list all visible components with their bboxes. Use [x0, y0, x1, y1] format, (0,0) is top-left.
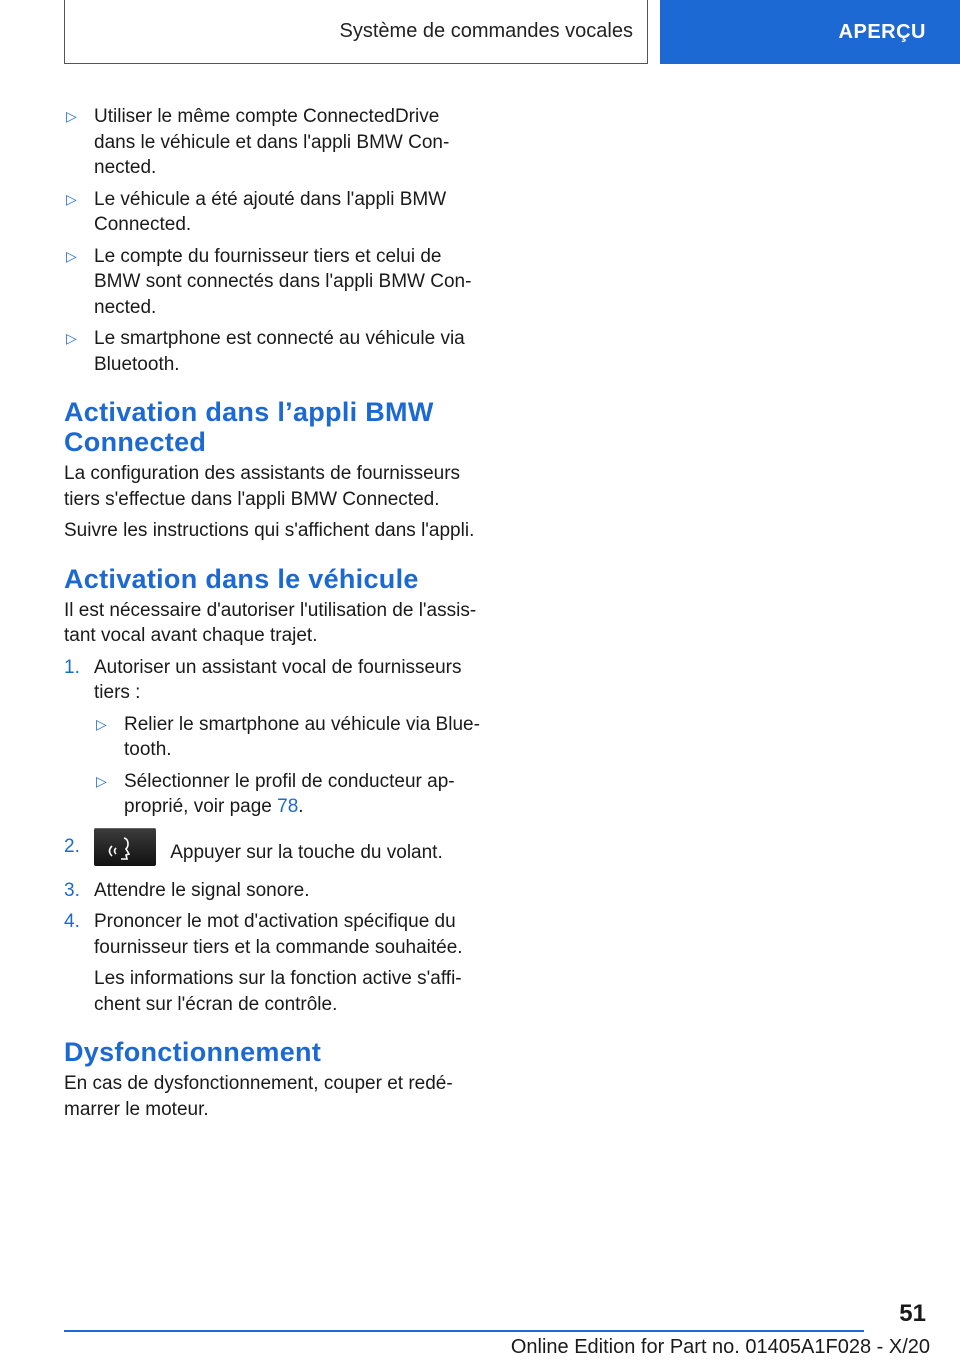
heading-activation-app: Activation dans l’appli BMW Connected: [64, 397, 434, 457]
step-1: 1. Autoriser un assistant vocal de fournisseurs tiers : ▷ Relier le smartphone au véhicule via Blue-tooth. ▷ Sélectionner le profil de conducteur ap-proprié, voir page 78.: [64, 655, 480, 820]
paragraph: En cas de dysfonctionnement, couper et redé-marrer le moteur.: [64, 1073, 453, 1120]
page-number: 51: [899, 1300, 926, 1327]
voice-button-icon: [94, 828, 156, 866]
triangle-bullet-icon: ▷: [66, 330, 77, 346]
step-2: 2. Appuyer sur la touche du volant.: [64, 834, 480, 872]
triangle-bullet-icon: ▷: [96, 772, 107, 789]
main-column: [64, 104, 480, 1128]
list-item: ▷ Utiliser le même compte ConnectedDrive dans le véhicule et dans l'appli BMW Con-nected.: [66, 106, 450, 178]
paragraph: Il est nécessaire d'autoriser l'utilisation de l'assis-tant vocal avant chaque trajet.: [64, 599, 477, 646]
page-reference-link[interactable]: 78: [277, 796, 299, 817]
triangle-bullet-icon: ▷: [66, 190, 77, 207]
step-note: Les informations sur la fonction active s'affi-chent sur l'écran de contrôle.: [94, 968, 462, 1015]
triangle-bullet-icon: ▷: [66, 247, 77, 264]
list-item: ▷ Sélectionner le profil de conducteur ap-proprié, voir page 78.: [96, 770, 455, 817]
paragraph: Suivre les instructions qui s'affichent dans l'appli.: [64, 520, 475, 541]
header-section-box: [64, 0, 648, 64]
list-item: ▷ Le compte du fournisseur tiers et celui de BMW sont connectés dans l'appli BMW Con-nected.: [66, 245, 472, 318]
edition-note: Online Edition for Part no. 01405A1F028 - X/20: [510, 1336, 930, 1358]
heading-malfunction: Dysfonctionnement: [64, 1037, 322, 1067]
step-number: 4.: [64, 911, 80, 932]
list-item: ▷ Le véhicule a été ajouté dans l'appli BMW Connected.: [66, 188, 447, 235]
list-item: ▷ Relier le smartphone au véhicule via Blue-tooth.: [96, 713, 480, 760]
header-tab-apercu[interactable]: [660, 0, 960, 64]
triangle-bullet-icon: ▷: [66, 108, 77, 124]
triangle-bullet-icon: ▷: [96, 715, 107, 732]
list-item: ▷ Le smartphone est connecté au véhicule via Bluetooth.: [66, 328, 465, 375]
footer-divider: [64, 1330, 864, 1332]
step-3: 3. Attendre le signal sonore.: [64, 878, 480, 904]
heading-activation-vehicle: Activation dans le véhicule: [64, 563, 419, 594]
step-number: 3.: [64, 879, 80, 901]
step-number: 2.: [64, 835, 80, 857]
tab-label: APERÇU: [838, 20, 926, 43]
step-number: 1.: [64, 656, 80, 678]
step-4: 4. Prononcer le mot d'activation spécifique du fournisseur tiers et la commande souhaitée. Les informations sur la fonction active s'affi-chent sur l'écran de contrôle.: [64, 909, 480, 1017]
paragraph: La configuration des assistants de fournisseurs tiers s'effectue dans l'appli BMW Connected.: [64, 463, 461, 510]
section-title: Système de commandes vocales: [339, 20, 633, 42]
